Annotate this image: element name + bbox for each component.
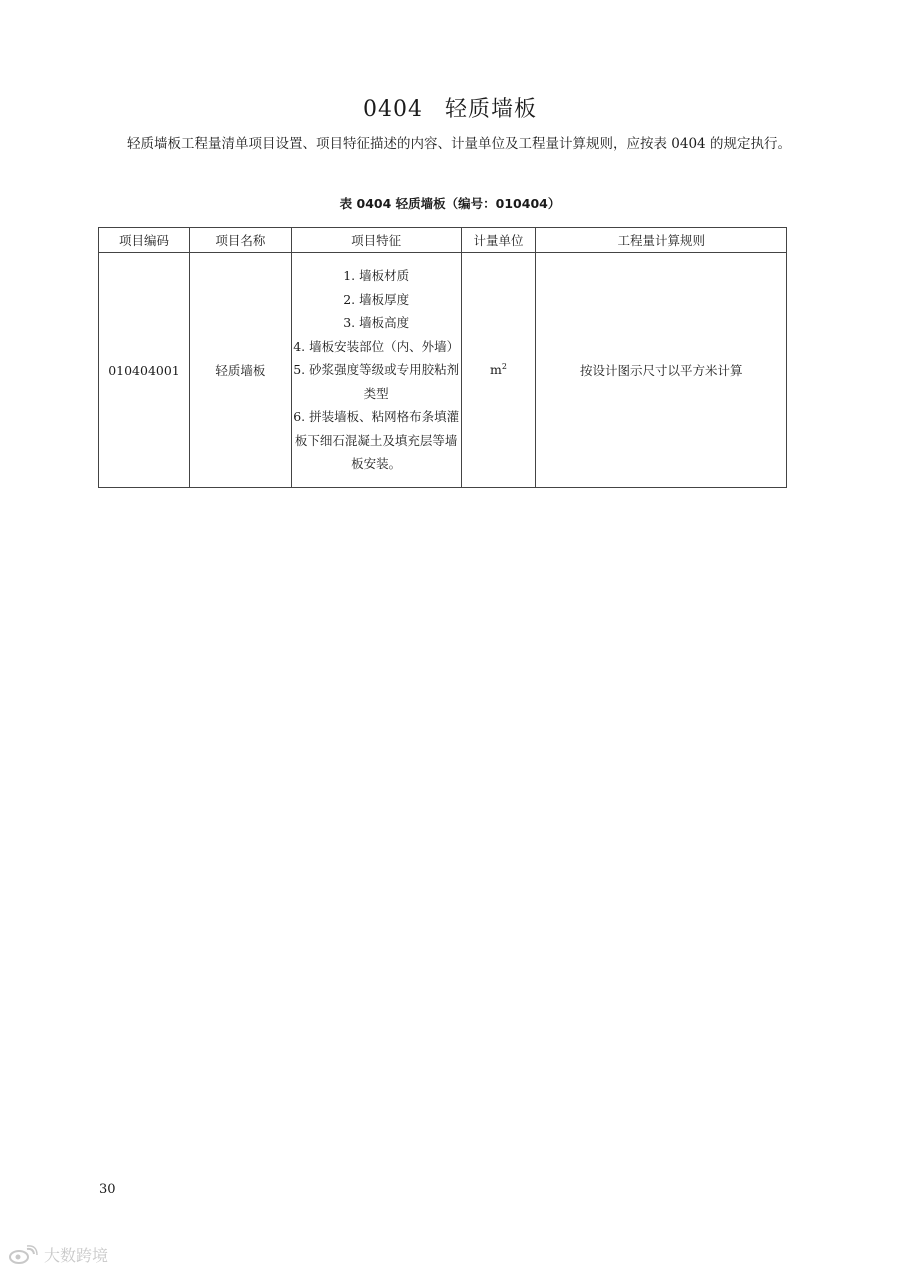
section-name: 轻质墙板 <box>444 97 537 122</box>
intro-paragraph: 轻质墙板工程量清单项目设置、项目特征描述的内容、计量单位及工程量计算规则，应按表 0404 的规定执行。 <box>127 136 791 152</box>
spec-table <box>98 227 787 488</box>
cell-code: 010404001 <box>99 253 190 488</box>
feature-item: 5. 砂浆强度等级或专用胶粘剂类型 <box>293 362 460 401</box>
table-caption: 表 0404 轻质墙板（编号：010404） <box>339 196 561 211</box>
feature-item: 6. 拼装墙板、粘网格布条填灌板下细石混凝土及填充层等墙板安装。 <box>293 409 460 472</box>
feature-item: 2. 墙板厚度 <box>343 291 410 307</box>
unit-exponent: 2 <box>501 362 507 372</box>
feature-item: 1. 墙板材质 <box>343 268 410 284</box>
feature-item: 4. 墙板安装部位（内、外墙） <box>293 338 460 354</box>
feature-item: 3. 墙板高度 <box>343 315 410 331</box>
watermark <box>8 1243 108 1266</box>
cell-rule: 按设计图示尺寸以平方米计算 <box>536 253 787 488</box>
header-features: 项目特征 <box>291 228 461 253</box>
cell-features <box>291 253 461 488</box>
weibo-like-logo-icon <box>8 1245 38 1265</box>
header-name: 项目名称 <box>189 228 291 253</box>
cell-unit <box>461 253 536 488</box>
watermark-text: 大数跨境 <box>44 1246 109 1265</box>
unit-base: m <box>490 362 502 378</box>
section-number: 0404 <box>362 97 423 122</box>
table-header-row <box>99 228 787 253</box>
table-row <box>99 253 787 488</box>
page-number: 30 <box>99 1182 116 1197</box>
cell-name: 轻质墙板 <box>189 253 291 488</box>
header-unit: 计量单位 <box>461 228 536 253</box>
header-rule: 工程量计算规则 <box>536 228 787 253</box>
section-title <box>0 92 900 123</box>
header-code: 项目编码 <box>99 228 190 253</box>
